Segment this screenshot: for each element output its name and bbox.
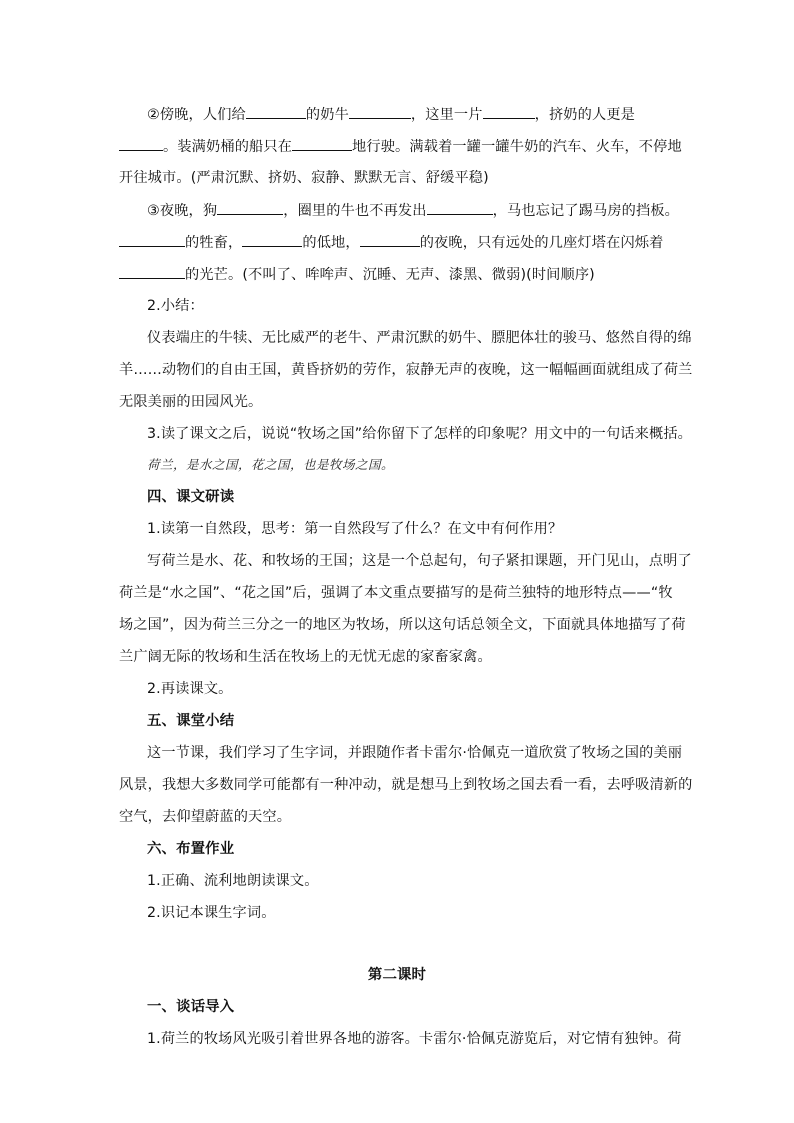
question-3: 3.读了课文之后，说说“牧场之国”给你留下了怎样的印象呢？用文中的一句话来概括。 xyxy=(147,426,692,442)
section-heading: 五、课堂小结 xyxy=(147,713,235,729)
summary-line: 无限美丽的田园风光。 xyxy=(119,394,263,410)
exercise-item3-line1: ③夜晚，狗 ，圈里的牛也不再发出 ，马也忘记了踢马房的挡板。 xyxy=(147,203,680,219)
homework-item: 2.识记本课生字词。 xyxy=(147,905,276,921)
paragraph-line: 风景，我想大多数同学可能都有一种冲动，就是想马上到牧场之国去看一看，去呼吸清新的 xyxy=(119,777,693,793)
fill-blank xyxy=(119,138,163,151)
exercise-item2-line2: 。装满奶桶的船只在 地行驶。满载着一罐一罐牛奶的汽车、火车，不停地 xyxy=(119,138,675,155)
fill-blank xyxy=(246,106,306,119)
exercise-item2-line3: 开往城市。(严肃沉默、挤奶、寂静、默默无言、舒缓平稳) xyxy=(119,170,489,186)
section-heading: 六、布置作业 xyxy=(147,841,235,857)
fill-blank xyxy=(360,234,420,247)
answer-line: 兰广阔无际的牧场和生活在牧场上的无忧无虑的家畜家禽。 xyxy=(119,649,492,665)
question-line: 1.读第一自然段，思考：第一自然段写了什么？在文中有何作用？ xyxy=(147,521,563,537)
paragraph-line: 空气，去仰望蔚蓝的天空。 xyxy=(119,809,292,825)
exercise-item2-line1: ②傍晚，人们给 的奶牛 ，这里一片 ，挤奶的人更是 xyxy=(147,107,635,123)
question-line: 2.再读课文。 xyxy=(147,681,233,697)
exercise-item3-line3: 的光芒。(不叫了、哞哞声、沉睡、无声、漆黑、微弱)(时间顺序) xyxy=(119,266,675,283)
section-heading: 四、课文研读 xyxy=(147,489,235,505)
exercise-item3-line2: 的牲畜， 的低地， 的夜晚，只有远处的几座灯塔在闪烁着 xyxy=(119,234,675,251)
answer-3: 荷兰，是水之国，花之国，也是牧场之国。 xyxy=(147,457,395,472)
fill-blank xyxy=(427,202,493,215)
fill-blank xyxy=(242,234,302,247)
fill-blank xyxy=(292,138,352,151)
summary-line: 仪表端庄的牛犊、无比威严的老牛、严肃沉默的奶牛、膘肥体壮的骏马、悠然自得的绵 xyxy=(147,330,692,346)
fill-blank xyxy=(119,234,185,247)
paragraph-line: 1.荷兰的牧场风光吸引着世界各地的游客。卡雷尔·恰佩克游览后，对它情有独钟。荷 xyxy=(147,1031,682,1047)
lesson-title: 第二课时 xyxy=(367,967,427,983)
section-heading: 一、谈话导入 xyxy=(147,999,235,1015)
fill-blank xyxy=(217,202,283,215)
fill-blank xyxy=(483,106,535,119)
answer-line: 荷兰是“水之国”、“花之国”后，强调了本文重点要描写的是荷兰独特的地形特点——“牧 xyxy=(119,585,673,601)
homework-item: 1.正确、流利地朗读课文。 xyxy=(147,873,319,889)
summary-line: 羊……动物们的自由王国，黄昏挤奶的劳作，寂静无声的夜晚，这一幅幅画面就组成了荷兰 xyxy=(119,362,693,378)
answer-line: 写荷兰是水、花、和牧场的王国；这是一个总起句，句子紧扣课题，开门见山，点明了 xyxy=(147,553,692,569)
fill-blank xyxy=(349,106,411,119)
answer-line: 场之国”，因为荷兰三分之一的地区为牧场，所以这句话总领全文，下面就具体地描写了荷 xyxy=(119,617,686,633)
paragraph-line: 这一节课，我们学习了生字词，并跟随作者卡雷尔·恰佩克一道欣赏了牧场之国的美丽 xyxy=(147,745,683,761)
summary-label: 2.小结： xyxy=(147,298,204,314)
fill-blank xyxy=(119,266,185,279)
